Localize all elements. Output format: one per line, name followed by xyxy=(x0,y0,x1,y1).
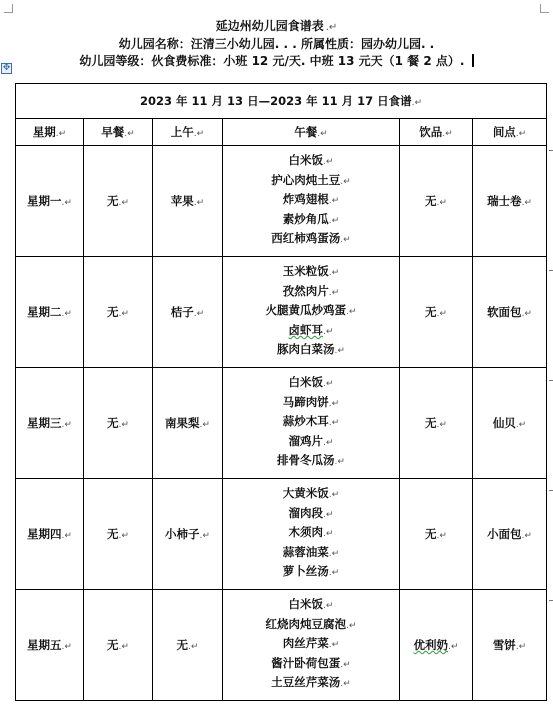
lunch-item: 酱汁卧荷包蛋.↵ xyxy=(271,655,351,670)
margin-tick xyxy=(549,600,553,601)
lunch-item: 卤虾耳.↵ xyxy=(288,322,334,337)
table-title: 2023 年 11 月 13 日—2023 年 11 月 17 日食谱.↵ xyxy=(16,84,547,119)
table-row xyxy=(16,146,547,257)
lunch-item: 溜鸡片.↵ xyxy=(288,433,334,448)
kindergarten-info: 幼儿园名称：汪清三小幼儿园. . . 所属性质：园办幼儿园. . xyxy=(118,37,435,51)
day-cell: 星期二.↵ xyxy=(16,257,84,368)
table-row xyxy=(16,479,547,590)
table-move-handle-icon[interactable]: ✥ xyxy=(2,63,11,73)
drink-cell: 无.↵ xyxy=(400,146,473,257)
day-cell: 星期五.↵ xyxy=(16,590,84,701)
morning-cell: 小柿子.↵ xyxy=(153,479,223,590)
snack-cell: 仙贝.↵ xyxy=(473,368,547,479)
morning-cell: 无.↵ xyxy=(153,590,223,701)
lunch-item: 护心肉炖土豆.↵ xyxy=(271,172,351,187)
margin-tick xyxy=(549,270,553,271)
lunch-item: 蒜蓉油菜.↵ xyxy=(282,544,340,559)
lunch-item: 西红柿鸡蛋汤.↵ xyxy=(271,231,351,246)
margin-tick xyxy=(549,150,553,151)
breakfast-cell: 无.↵ xyxy=(84,257,153,368)
snack-cell: 软面包.↵ xyxy=(473,257,547,368)
header-snack: 间点.↵ xyxy=(473,119,547,146)
lunch-item: 排骨冬瓜汤.↵ xyxy=(277,453,345,468)
text-cursor[interactable] xyxy=(472,54,474,67)
lunch-item: 白米饭.↵ xyxy=(288,153,334,168)
breakfast-cell: 无.↵ xyxy=(84,146,153,257)
lunch-item: 炸鸡翅根.↵ xyxy=(282,192,340,207)
header-drink: 饮品.↵ xyxy=(400,119,473,146)
margin-tick xyxy=(549,490,553,491)
lunch-item: 白米饭.↵ xyxy=(288,375,334,390)
snack-cell: 小面包.↵ xyxy=(473,479,547,590)
lunch-item: 肉丝芹菜.↵ xyxy=(282,636,340,651)
snack-cell: 雪饼.↵ xyxy=(473,590,547,701)
lunch-item: 白米饭.↵ xyxy=(288,597,334,612)
lunch-item: 萝卜丝汤.↵ xyxy=(282,564,340,579)
morning-cell: 南果梨.↵ xyxy=(153,368,223,479)
lunch-cell xyxy=(223,146,400,257)
lunch-cell xyxy=(223,257,400,368)
drink-cell: 无.↵ xyxy=(400,257,473,368)
drink-cell: 无.↵ xyxy=(400,368,473,479)
header-breakfast: 早餐.↵ xyxy=(84,119,153,146)
header-row xyxy=(16,119,547,146)
fee-standard: 幼儿园等级：伙食费标准：小班 12 元/天. 中班 13 元天（1 餐 2 点）. xyxy=(79,54,469,68)
table-row xyxy=(16,590,547,701)
document-header xyxy=(0,18,553,70)
lunch-item: 豚肉白菜汤.↵ xyxy=(277,342,345,357)
header-day: 星期.↵ xyxy=(16,119,84,146)
snack-cell: 瑞士卷.↵ xyxy=(473,146,547,257)
lunch-item: 火腿黄瓜炒鸡蛋.↵ xyxy=(265,303,357,318)
morning-cell: 桔子.↵ xyxy=(153,257,223,368)
lunch-item: 马蹄肉饼.↵ xyxy=(282,394,340,409)
paragraph-mark: .↵ xyxy=(325,22,338,33)
lunch-item: 红烧肉炖豆腐泡.↵ xyxy=(265,616,357,631)
table-row xyxy=(16,368,547,479)
lunch-cell xyxy=(223,368,400,479)
document-title-line xyxy=(0,18,553,36)
breakfast-cell: 无.↵ xyxy=(84,479,153,590)
drink-cell: 优利奶.↵ xyxy=(400,590,473,701)
page-corner-mark xyxy=(4,4,13,13)
lunch-item: 土豆丝芹菜汤.↵ xyxy=(271,675,351,690)
breakfast-cell: 无.↵ xyxy=(84,368,153,479)
page-corner-mark xyxy=(540,4,549,13)
lunch-item: 蒜炒木耳.↵ xyxy=(282,414,340,429)
lunch-item: 孜然肉片.↵ xyxy=(282,283,340,298)
document-title: 延边州幼儿园食谱表 xyxy=(215,19,324,33)
lunch-item: 玉米粒饭.↵ xyxy=(282,264,340,279)
margin-tick xyxy=(549,380,553,381)
lunch-item: 素炒角瓜.↵ xyxy=(282,211,340,226)
header-lunch: 午餐.↵ xyxy=(223,119,400,146)
header-morning: 上午.↵ xyxy=(153,119,223,146)
morning-cell: 苹果.↵ xyxy=(153,146,223,257)
fee-standard-line xyxy=(0,53,553,70)
kindergarten-info-line xyxy=(0,36,553,53)
day-cell: 星期一.↵ xyxy=(16,146,84,257)
lunch-item: 木须肉.↵ xyxy=(288,525,334,540)
day-cell: 星期三.↵ xyxy=(16,368,84,479)
drink-cell: 无.↵ xyxy=(400,479,473,590)
lunch-item: 大黄米饭.↵ xyxy=(282,486,340,501)
menu-table xyxy=(15,83,547,701)
breakfast-cell: 无.↵ xyxy=(84,590,153,701)
table-row xyxy=(16,257,547,368)
day-cell: 星期四.↵ xyxy=(16,479,84,590)
lunch-cell xyxy=(223,479,400,590)
lunch-cell xyxy=(223,590,400,701)
lunch-item: 溜肉段.↵ xyxy=(288,505,334,520)
